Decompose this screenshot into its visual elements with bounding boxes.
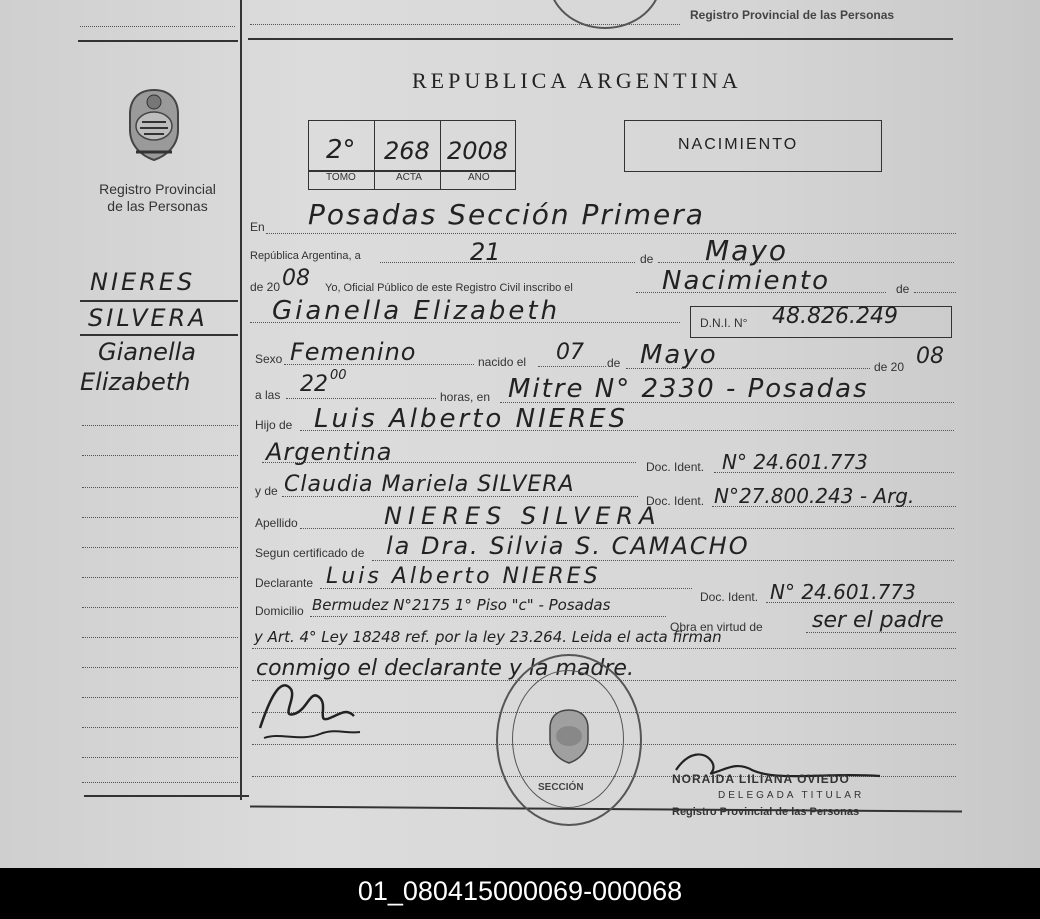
tomo-label: TOMO [326, 172, 356, 183]
father-doc: N° 24.601.773 [722, 450, 868, 474]
office-name: Registro Provincial de las Personas [99, 181, 216, 214]
day-value: 21 [470, 238, 501, 266]
segun-value: la Dra. Silvia S. CAMACHO [386, 532, 750, 560]
de-label-3: de [607, 356, 621, 370]
record-type: NACIMIENTO [678, 136, 799, 153]
doc-ident-label: Doc. Ident. [646, 460, 705, 474]
ano-label: AÑO [468, 172, 490, 183]
sexo-value: Femenino [290, 338, 417, 366]
declarante-doc: N° 24.601.773 [770, 580, 916, 604]
acta-label: ACTA [396, 172, 422, 183]
nacido-label: nacido el [478, 355, 527, 369]
apellido-value: NIERES SILVERA [384, 502, 662, 530]
segun-label: Segun certificado de [255, 546, 365, 560]
a-las-label: a las [255, 388, 281, 402]
mother-doc: N°27.800.243 - Arg. [714, 484, 915, 508]
doc-ident-label-3: Doc. Ident. [700, 590, 759, 604]
year-prefix: de 20 [250, 280, 281, 294]
year-prefix-2: de 20 [874, 360, 905, 374]
hijo-label: Hijo de [255, 418, 293, 432]
scan-footer [0, 868, 1040, 919]
dni-label: D.N.I. N° [700, 316, 748, 330]
place-value: Mitre N° 2330 - Posadas [508, 374, 869, 404]
hour-value: 22 [300, 372, 328, 397]
birth-month: Mayo [640, 340, 718, 370]
provincial-crest-icon [122, 86, 186, 164]
registrar-title: DELEGADA TITULAR [718, 790, 865, 801]
en-label: En [250, 220, 265, 234]
top-rule-left [78, 40, 238, 42]
birth-year: 08 [916, 344, 944, 369]
obra-value: ser el padre [812, 608, 944, 633]
inscribo-value: Nacimiento [662, 266, 831, 296]
official-label: Yo, Oficial Público de este Registro Civil inscribo el [325, 282, 573, 294]
hour-sup: 00 [330, 368, 347, 383]
bottom-rule-left [84, 795, 249, 797]
obra-label: Obra en virtud de [670, 620, 763, 634]
official-seal [496, 654, 642, 826]
doc-ident-label-2: Doc. Ident. [646, 494, 705, 508]
ano-value: 2008 [447, 137, 509, 165]
document-code: 01_080415000069-000068 [357, 876, 683, 906]
top-rule-right [248, 38, 953, 40]
y-de-label: y de [255, 484, 278, 498]
free-line-a: y Art. 4° Ley 18248 ref. por la ley 23.264. Leida el acta firman [254, 628, 722, 646]
horas-label: horas, en [440, 390, 491, 404]
republica-label: República Argentina, a [250, 250, 361, 262]
seal-crest-icon [544, 706, 594, 766]
domicilio-label: Domicilio [255, 604, 304, 618]
name-value: Gianella Elizabeth [272, 296, 561, 326]
registrar-office: Registro Provincial de las Personas [672, 806, 860, 818]
declarant-signature-icon [250, 668, 370, 748]
registrar-name: NORAIDA LILIANA OVIEDO [672, 772, 850, 786]
acta-value: 268 [384, 137, 430, 165]
mother-value: Claudia Mariela SILVERA [284, 472, 575, 497]
tomo-value: 2° [326, 135, 356, 165]
left-surname-1: NIERES [90, 268, 196, 296]
de-label: de [640, 252, 654, 266]
father-nationality: Argentina [266, 438, 393, 466]
year-value: 08 [282, 266, 310, 291]
sexo-label: Sexo [255, 352, 283, 366]
left-given-1: Gianella [98, 338, 196, 366]
declarante-value: Luis Alberto NIERES [326, 564, 601, 589]
left-border [240, 0, 242, 800]
father-value: Luis Alberto NIERES [314, 404, 629, 434]
en-value: Posadas Sección Primera [308, 198, 705, 231]
month-value: Mayo [705, 234, 789, 267]
free-line-b: conmigo el declarante y la madre. [256, 656, 634, 681]
apellido-label: Apellido [255, 516, 298, 530]
birth-day: 07 [556, 340, 584, 365]
seal-text: SECCIÓN [538, 782, 584, 793]
left-surname-2: SILVERA [88, 304, 208, 332]
dni-value: 48.826.249 [772, 304, 898, 329]
top-stamp-text: Registro Provincial de las Personas [690, 8, 895, 22]
domicilio-value: Bermudez N°2175 1° Piso "c" - Posadas [312, 596, 611, 614]
country-title: REPUBLICA ARGENTINA [412, 68, 742, 93]
left-given-2: Elizabeth [80, 368, 191, 396]
de-label-2: de [896, 282, 910, 296]
declarante-label: Declarante [255, 576, 314, 590]
